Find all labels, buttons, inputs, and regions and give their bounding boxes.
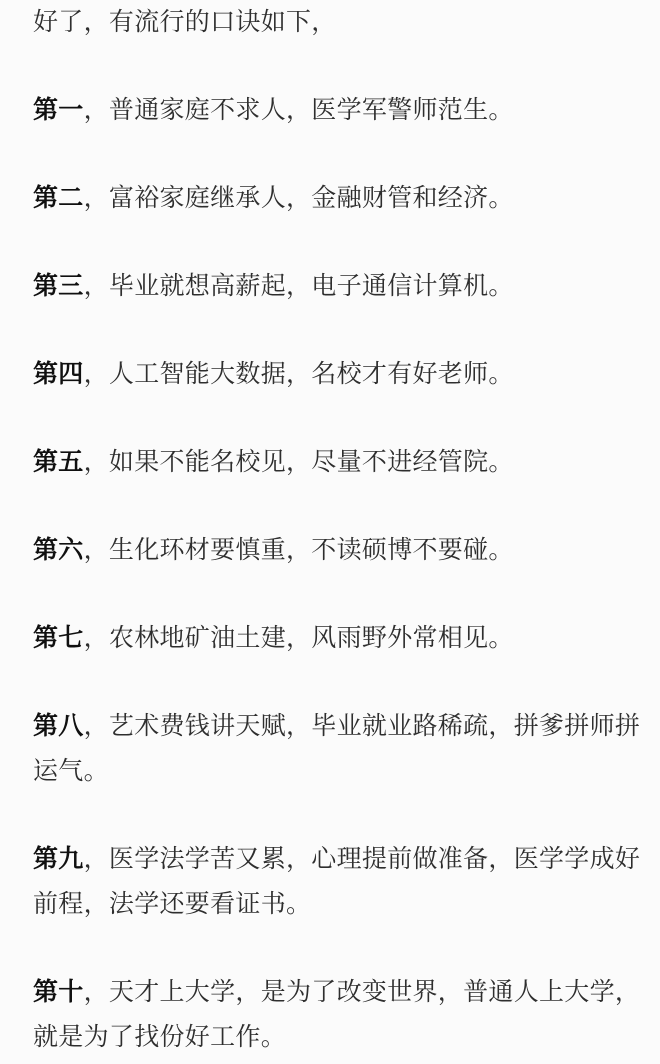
verse-paragraph-10 [33, 970, 643, 1060]
verse-paragraph-4 [33, 352, 643, 397]
intro-paragraph [33, 0, 643, 45]
verse-paragraph-3 [33, 264, 643, 309]
verse-text: ，毕业就想高薪起，电子通信计算机。 [83, 272, 514, 300]
verse-text: ，富裕家庭继承人，金融财管和经济。 [83, 184, 514, 212]
verse-paragraph-5 [33, 440, 643, 485]
verse-paragraph-2 [33, 176, 643, 221]
verse-number: 第六 [33, 536, 84, 564]
verse-number: 第四 [33, 360, 84, 388]
verse-text: ，如果不能名校见，尽量不进经管院。 [83, 448, 514, 476]
verse-text: ，艺术费钱讲天赋，毕业就业路稀疏，拼爹拼师拼运气。 [33, 712, 641, 785]
verse-number: 第三 [33, 272, 84, 300]
verse-number: 第七 [33, 624, 84, 652]
verse-number: 第九 [33, 845, 84, 873]
verse-paragraph-7 [33, 616, 643, 661]
verse-text: ，普通家庭不求人，医学军警师范生。 [83, 96, 514, 124]
intro-text: 好了，有流行的口诀如下， [33, 8, 337, 36]
verse-number: 第一 [33, 96, 84, 124]
verse-paragraph-6 [33, 528, 643, 573]
verse-text: ，农林地矿油土建，风雨野外常相见。 [83, 624, 514, 652]
verse-number: 第二 [33, 184, 84, 212]
verse-paragraph-1 [33, 88, 643, 133]
verse-text: ，人工智能大数据，名校才有好老师。 [83, 360, 514, 388]
verse-number: 第五 [33, 448, 84, 476]
verse-text: ，医学法学苦又累，心理提前做准备，医学学成好前程，法学还要看证书。 [33, 845, 641, 918]
verse-paragraph-9 [33, 837, 643, 927]
verse-text: ，天才上大学，是为了改变世界，普通人上大学，就是为了找份好工作。 [33, 978, 641, 1051]
verse-number: 第八 [33, 712, 84, 740]
verse-text: ，生化环材要慎重，不读硕博不要碰。 [83, 536, 514, 564]
verse-number: 第十 [33, 978, 84, 1006]
article-body [33, 0, 643, 1060]
verse-paragraph-8 [33, 704, 643, 794]
